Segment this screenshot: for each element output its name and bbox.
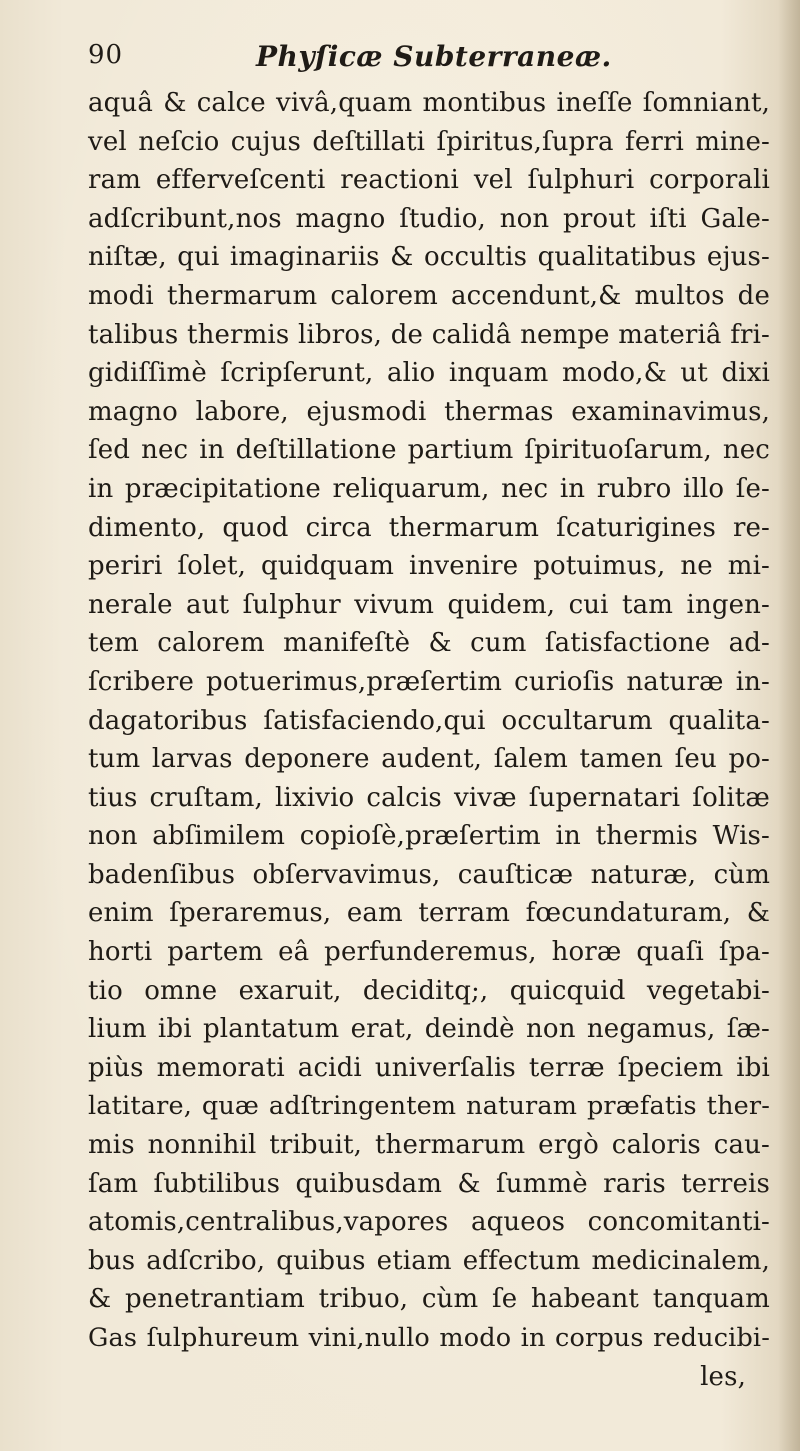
- text-line: vel neſcio cujus deſtillati ſpiritus,ſupra ferri mine-: [88, 126, 770, 157]
- page-number: 90: [88, 40, 124, 70]
- text-line: enim ſperaremus, eam terram fœcundaturam, &: [88, 898, 770, 929]
- text-line: dagatoribus ſatisfaciendo,qui occultarum qualita-: [88, 705, 770, 736]
- text-line: atomis,centralibus,vapores aqueos concomitanti-: [88, 1207, 770, 1238]
- text-line: ſam ſubtilibus quibusdam & ſummè raris terreis: [88, 1168, 770, 1199]
- text-line: piùs memorati acidi univerſalis terræ ſpeciem ibi: [88, 1052, 770, 1083]
- text-line: in præcipitatione reliquarum, nec in rubro illo ſe-: [88, 473, 770, 504]
- page-edge-shadow: [778, 0, 800, 1451]
- text-line: gidiſſimè ſcripſerunt, alio inquam modo,& ut dixi: [88, 358, 770, 389]
- text-line: talibus thermis libros, de calidâ nempe materiâ fri-: [88, 319, 770, 350]
- text-line: tio omne exaruit, deciditq;, quicquid vegetabi-: [88, 975, 770, 1006]
- text-line: lium ibi plantatum erat, deindè non negamus, ſæ-: [88, 1014, 770, 1045]
- text-line: bus adſcribo, quibus etiam effectum medicinalem,: [88, 1245, 770, 1276]
- text-line: tem calorem manifeſtè & cum ſatisfactione ad-: [88, 628, 770, 659]
- text-line-catchword: les,: [700, 1361, 746, 1392]
- text-line: niſtæ, qui imaginariis & occultis qualitatibus ejus-: [88, 242, 770, 273]
- text-line: tum larvas deponere audent, ſalem tamen ſeu po-: [88, 744, 770, 775]
- text-line: nerale aut ſulphur vivum quidem, cui tam ingen-: [88, 589, 770, 620]
- running-head: Phyſicæ Subterraneæ.: [256, 40, 612, 73]
- text-line: non abſimilem copioſè,præſertim in thermis Wis-: [88, 821, 770, 852]
- text-line: periri ſolet, quidquam invenire potuimus, ne mi-: [88, 551, 770, 582]
- text-line: ram efferveſcenti reactioni vel ſulphuri corporali: [88, 165, 770, 196]
- text-line: & penetrantiam tribuo, cùm ſe habeant tanquam: [88, 1284, 770, 1315]
- text-line: dimento, quod circa thermarum ſcaturigines re-: [88, 512, 770, 543]
- text-line: modi thermarum calorem accendunt,& multos de: [88, 280, 770, 311]
- text-line: badenſibus obſervavimus, cauſticæ naturæ, cùm: [88, 859, 770, 890]
- text-line: latitare, quæ adſtringentem naturam præfatis ther-: [88, 1091, 770, 1122]
- text-line: adſcribunt,nos magno ſtudio, non prout iſti Gale-: [88, 203, 770, 234]
- text-line: ſcribere potuerimus,præſertim curioſis naturæ in-: [88, 666, 770, 697]
- body-text: [88, 84, 770, 1396]
- text-line: horti partem eâ perfunderemus, horæ quaſi ſpa-: [88, 937, 770, 968]
- page-header: [88, 40, 688, 84]
- text-line: magno labore, ejusmodi thermas examinavimus,: [88, 396, 770, 427]
- text-line: ſed nec in deſtillatione partium ſpirituoſarum, nec: [88, 435, 770, 466]
- text-line: mis nonnihil tribuit, thermarum ergò caloris cau-: [88, 1130, 770, 1161]
- text-line: tius cruſtam, lixivio calcis vivæ ſupernatari ſolitæ: [88, 782, 770, 813]
- text-line: Gas ſulphureum vini,nullo modo in corpus reducibi-: [88, 1323, 770, 1353]
- text-line: aquâ & calce vivâ,quam montibus ineſſe ſomniant,: [88, 88, 770, 118]
